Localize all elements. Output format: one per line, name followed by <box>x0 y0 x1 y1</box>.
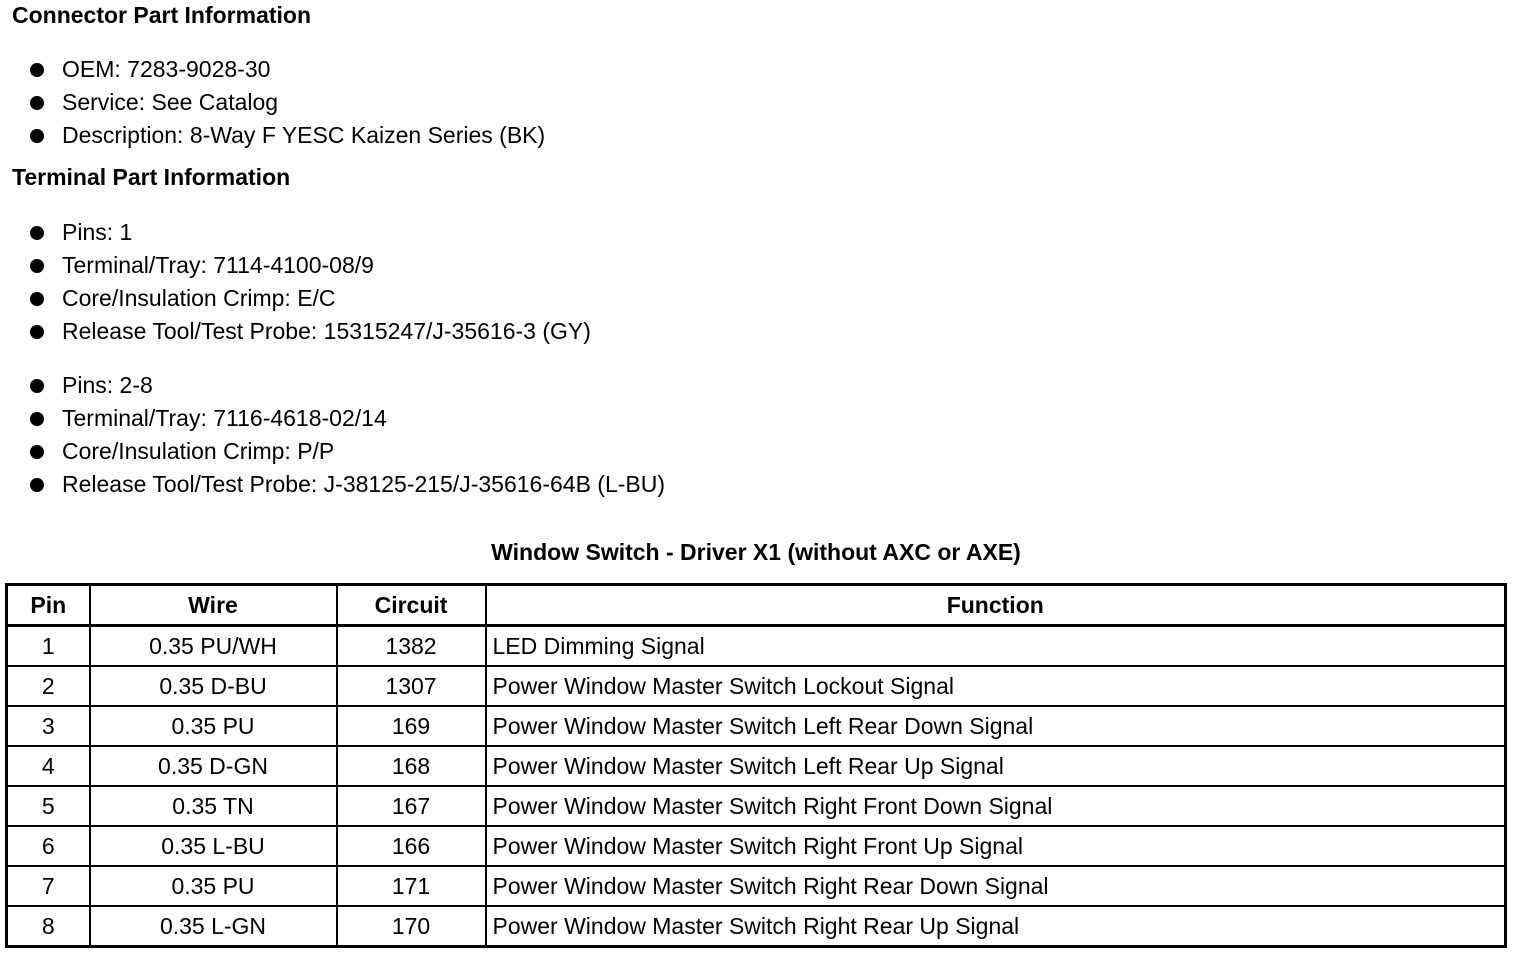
bullet-icon <box>30 259 44 273</box>
table-row <box>7 666 1506 706</box>
table-row <box>7 906 1506 947</box>
bullet-icon <box>30 63 44 77</box>
pin-cell: 6 <box>7 826 90 866</box>
circuit-cell: 170 <box>337 906 486 947</box>
column-header-wire: Wire <box>90 585 337 626</box>
circuit-cell: 167 <box>337 786 486 826</box>
table-row <box>7 706 1506 746</box>
bullet-icon <box>30 325 44 339</box>
function-cell: Power Window Master Switch Right Rear Down Signal <box>486 866 1506 906</box>
terminal-heading: Terminal Part Information <box>12 164 291 190</box>
connector-heading: Connector Part Information <box>12 2 312 28</box>
circuit-cell: 1382 <box>337 626 486 667</box>
bullet-icon <box>30 226 44 240</box>
list-item: Release Tool/Test Probe: 15315247/J-35616-3 (GY) <box>28 315 591 348</box>
wire-cell: 0.35 PU/WH <box>90 626 337 667</box>
wire-cell: 0.35 L-GN <box>90 906 337 947</box>
pin-cell: 4 <box>7 746 90 786</box>
wire-cell: 0.35 PU <box>90 866 337 906</box>
terminal-group-1-list <box>28 216 591 348</box>
list-item: Core/Insulation Crimp: P/P <box>28 435 665 468</box>
function-cell: Power Window Master Switch Left Rear Up Signal <box>486 746 1506 786</box>
wire-cell: 0.35 D-BU <box>90 666 337 706</box>
pinout-table <box>5 583 1507 948</box>
pin-cell: 5 <box>7 786 90 826</box>
bullet-icon <box>30 412 44 426</box>
function-cell: Power Window Master Switch Left Rear Down Signal <box>486 706 1506 746</box>
connector-info-list <box>28 53 545 152</box>
circuit-cell: 168 <box>337 746 486 786</box>
pin-cell: 7 <box>7 866 90 906</box>
bullet-icon <box>30 96 44 110</box>
pin-cell: 3 <box>7 706 90 746</box>
table-header-row <box>7 585 1506 626</box>
list-item: Description: 8-Way F YESC Kaizen Series (BK) <box>28 119 545 152</box>
column-header-circuit: Circuit <box>337 585 486 626</box>
bullet-icon <box>30 292 44 306</box>
table-row <box>7 746 1506 786</box>
function-cell: Power Window Master Switch Right Rear Up Signal <box>486 906 1506 947</box>
list-item: Terminal/Tray: 7116-4618-02/14 <box>28 402 665 435</box>
list-item: Terminal/Tray: 7114-4100-08/9 <box>28 249 591 282</box>
list-item: Release Tool/Test Probe: J-38125-215/J-35616-64B (L-BU) <box>28 468 665 501</box>
bullet-icon <box>30 129 44 143</box>
table-row <box>7 626 1506 667</box>
bullet-icon <box>30 445 44 459</box>
pin-cell: 1 <box>7 626 90 667</box>
circuit-cell: 171 <box>337 866 486 906</box>
pin-cell: 2 <box>7 666 90 706</box>
table-row <box>7 866 1506 906</box>
wire-cell: 0.35 PU <box>90 706 337 746</box>
list-item: OEM: 7283-9028-30 <box>28 53 545 86</box>
wire-cell: 0.35 D-GN <box>90 746 337 786</box>
list-item: Pins: 1 <box>28 216 591 249</box>
column-header-pin: Pin <box>7 585 90 626</box>
wire-cell: 0.35 TN <box>90 786 337 826</box>
function-cell: Power Window Master Switch Right Front Up Signal <box>486 826 1506 866</box>
circuit-cell: 166 <box>337 826 486 866</box>
column-header-function: Function <box>486 585 1506 626</box>
function-cell: LED Dimming Signal <box>486 626 1506 667</box>
function-cell: Power Window Master Switch Right Front Down Signal <box>486 786 1506 826</box>
table-row <box>7 786 1506 826</box>
table-row <box>7 826 1506 866</box>
table-title: Window Switch - Driver X1 (without AXC or AXE) <box>491 539 1021 565</box>
list-item: Pins: 2-8 <box>28 369 665 402</box>
bullet-icon <box>30 379 44 393</box>
pin-cell: 8 <box>7 906 90 947</box>
circuit-cell: 1307 <box>337 666 486 706</box>
wire-cell: 0.35 L-BU <box>90 826 337 866</box>
list-item: Core/Insulation Crimp: E/C <box>28 282 591 315</box>
terminal-group-2-list <box>28 369 665 501</box>
function-cell: Power Window Master Switch Lockout Signal <box>486 666 1506 706</box>
circuit-cell: 169 <box>337 706 486 746</box>
bullet-icon <box>30 478 44 492</box>
list-item: Service: See Catalog <box>28 86 545 119</box>
